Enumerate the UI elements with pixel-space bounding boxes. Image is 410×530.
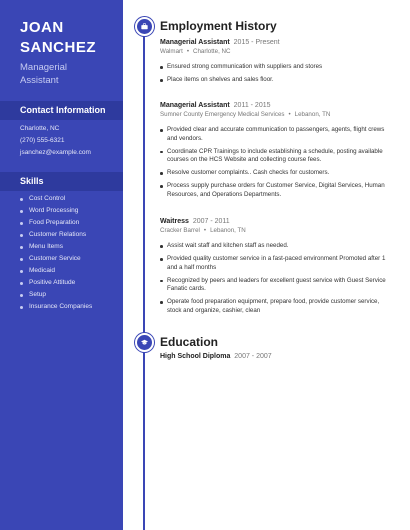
job-bullet: Coordinate CPR Trainings to include establishing a schedule, posting available courses on the HCS Website and collecting course fees. (160, 148, 390, 165)
job-title-line (160, 218, 390, 225)
skill-item: Word Processing (20, 205, 92, 217)
skill-item: Menu Items (20, 241, 92, 253)
skill-item: Insurance Companies (20, 301, 92, 313)
contact-phone[interactable]: (270) 555-6321 (20, 137, 65, 144)
job-bullet: Place items on shelves and sales floor. (160, 76, 390, 85)
job-company: Sumner County Emergency Medical Services (160, 111, 285, 118)
employment-marker (135, 17, 154, 36)
timeline-line (143, 26, 145, 530)
candidate-name (20, 18, 96, 58)
job-bullet: Assist wait staff and kitchen staff as needed. (160, 242, 390, 251)
job-location: Lebanon, TN (210, 227, 246, 234)
job-bullets (160, 63, 390, 85)
job-bullet: Provided clear and accurate communication to passengers, agents, flight crews and vendors. (160, 126, 390, 143)
job-entry (160, 39, 390, 89)
skills-heading-band (0, 172, 123, 191)
job-dates: 2007 - 2011 (192, 218, 230, 225)
job-title-line1: Managerial (20, 62, 67, 73)
job-company: Walmart (160, 48, 183, 55)
job-bullet: Recognized by peers and leaders for excellent guest service with Guest Service Fanatic cards. (160, 277, 390, 294)
contact-email[interactable]: jsanchez@example.com (20, 149, 91, 156)
name-last: SANCHEZ (20, 39, 97, 56)
education-line (160, 353, 390, 360)
job-company-line: Cracker Barrel • Lebanon, TN (160, 227, 246, 234)
name-first: JOAN (20, 19, 64, 36)
skill-item: Customer Service (20, 253, 92, 265)
skills-list (20, 193, 92, 313)
education-dates: 2007 - 2007 (234, 353, 272, 360)
skill-item: Positive Attitude (20, 277, 92, 289)
contact-heading-band (0, 101, 123, 120)
education-heading: Education (160, 335, 219, 349)
contact-heading: Contact Information (20, 105, 106, 115)
job-title-line (160, 102, 390, 109)
job-title-line (160, 39, 390, 46)
job-position: Waitress (160, 218, 189, 225)
job-title (20, 61, 67, 87)
job-entry (160, 218, 390, 320)
job-dates: 2015 - Present (233, 39, 280, 46)
job-title-line2: Assistant (20, 75, 59, 86)
job-position: Managerial Assistant (160, 102, 230, 109)
education-entry (160, 353, 390, 360)
skill-item: Setup (20, 289, 92, 301)
employment-heading: Employment History (160, 19, 277, 33)
skills-heading: Skills (20, 176, 44, 186)
job-bullet: Process supply purchase orders for Customer Service, Digital Services, Human Resources, and Operations Departments. (160, 182, 390, 199)
job-bullet: Operate food preparation equipment, prepare food, provide customer service, stock and organize, cashier, clean (160, 298, 390, 315)
graduation-cap-icon (141, 339, 148, 346)
job-company: Cracker Barrel (160, 227, 200, 234)
contact-location: Charlotte, NC (20, 125, 60, 132)
education-degree: High School Diploma (160, 353, 231, 360)
job-company-line: Walmart • Charlotte, NC (160, 48, 231, 55)
job-entry (160, 102, 390, 204)
job-company-line: Sumner County Emergency Medical Services • Lebanon, TN (160, 111, 331, 118)
job-location: Charlotte, NC (192, 48, 231, 55)
education-marker (135, 333, 154, 352)
briefcase-icon (141, 23, 148, 30)
job-bullet: Resolve customer complaints.. Cash checks for customers. (160, 169, 390, 178)
sidebar (0, 0, 123, 530)
job-bullets (160, 126, 390, 199)
job-bullet: Ensured strong communication with suppliers and stores (160, 63, 390, 72)
skill-item: Food Preparation (20, 217, 92, 229)
skill-item: Cost Control (20, 193, 92, 205)
job-location: Lebanon, TN (294, 111, 331, 118)
job-dates: 2011 - 2015 (233, 102, 271, 109)
job-position: Managerial Assistant (160, 39, 230, 46)
job-bullets (160, 242, 390, 315)
skill-item: Customer Relations (20, 229, 92, 241)
skill-item: Medicaid (20, 265, 92, 277)
job-bullet: Provided quality customer service in a fast-paced environment Promoted after 1 and a half months (160, 255, 390, 272)
